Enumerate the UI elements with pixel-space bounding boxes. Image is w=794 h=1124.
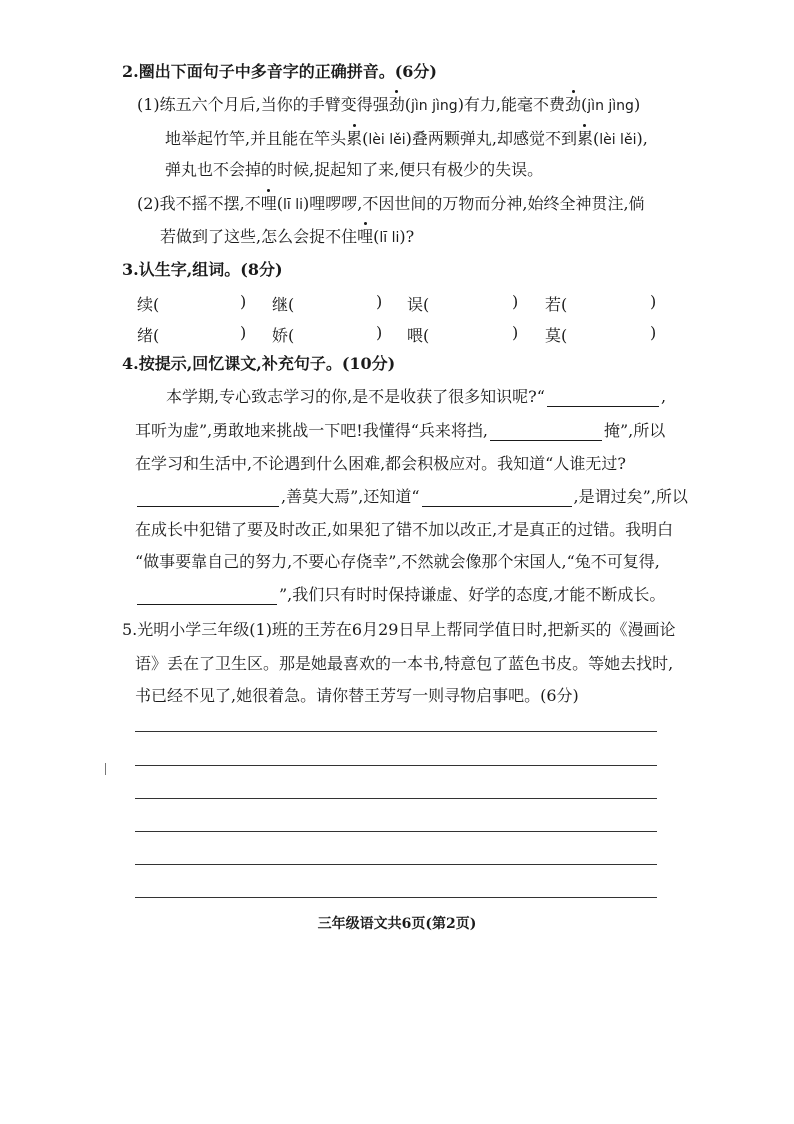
question-3-title: 3.认生字,组词。(8分) — [122, 260, 283, 279]
question-5-line1: 5.光明小学三年级(1)班的王芳在6月29日早上帮同学值日时,把新买的《漫画论 — [122, 620, 676, 639]
question-2-part2-line1: (2)我不摇不摆,不哩(lī li)哩啰啰,不因世间的万物而分神,始终全神贯注,倘 — [137, 194, 645, 213]
polyphone-char: 累 — [346, 129, 363, 148]
pinyin-options[interactable]: lèi lěi — [368, 132, 406, 148]
answer-line[interactable] — [135, 765, 657, 766]
answer-line[interactable] — [135, 897, 657, 898]
answer-line[interactable] — [135, 864, 657, 865]
word-row-2 — [0, 323, 794, 345]
polyphone-char: 累 — [576, 129, 593, 148]
question-2-part1-line2: 地举起竹竿,并且能在竿头累(lèi lěi)叠两颗弹丸,却感觉不到累(lèi lěi), — [165, 129, 648, 148]
question-5-line3: 书已经不见了,她很着急。请你替王芳写一则寻物启事吧。(6分) — [135, 686, 579, 705]
polyphone-char: 劲 — [565, 95, 582, 114]
question-2-part2-line2: 若做到了这些,怎么会捉不住哩(lī li)? — [160, 227, 415, 246]
question-4-line2: 耳听为虚”,勇敢地来挑战一下吧!我懂得“兵来将挡, 掩”,所以 — [135, 421, 666, 440]
word-row-1 — [0, 292, 794, 314]
fill-blank[interactable] — [137, 490, 279, 507]
pinyin-options[interactable]: lī li — [379, 230, 400, 246]
word-item: 绪( — [137, 326, 160, 345]
word-item: 续( — [137, 295, 160, 314]
word-item: 喂( — [407, 326, 430, 345]
word-blank-end[interactable]: ) — [240, 292, 247, 311]
word-blank-end[interactable]: ) — [376, 292, 383, 311]
answer-line[interactable] — [135, 798, 657, 799]
question-4-line6: “做事要靠自己的努力,不要心存侥幸”,不然就会像那个宋国人,“兔不可复得, — [135, 552, 660, 571]
fill-blank[interactable] — [547, 390, 659, 407]
pinyin-options[interactable]: jìn jìng — [587, 98, 634, 114]
pinyin-options[interactable]: lèi lěi — [599, 132, 637, 148]
word-blank-end[interactable]: ) — [376, 323, 383, 342]
question-2-part1-line1: (1)练五六个月后,当你的手臂变得强劲(jìn jìng)有力,能毫不费劲(jìn jìng) — [137, 95, 641, 114]
question-4-line3: 在学习和生活中,不论遇到什么困难,都会积极应对。我知道“人谁无过? — [135, 454, 626, 473]
fill-blank[interactable] — [490, 424, 602, 441]
word-item: 娇( — [272, 326, 295, 345]
question-4-title: 4.按提示,回忆课文,补充句子。(10分) — [122, 354, 396, 373]
polyphone-char: 哩 — [260, 194, 277, 213]
word-item: 继( — [272, 295, 295, 314]
question-5-line2: 语》丢在了卫生区。那是她最喜欢的一本书,特意包了蓝色书皮。等她去找时, — [135, 654, 674, 673]
word-blank-end[interactable]: ) — [650, 323, 657, 342]
polyphone-char: 哩 — [357, 227, 374, 246]
scan-mark — [105, 763, 106, 775]
pinyin-options[interactable]: jìn jìng — [411, 98, 458, 114]
polyphone-char: 劲 — [388, 95, 405, 114]
question-2-title: 2.圈出下面句子中多音字的正确拼音。(6分) — [122, 62, 437, 81]
word-blank-end[interactable]: ) — [512, 292, 519, 311]
word-item: 若( — [545, 295, 568, 314]
question-4-line4: ,善莫大焉”,还知道“ ,是谓过矣”,所以 — [135, 487, 688, 507]
fill-blank[interactable] — [137, 588, 277, 605]
question-4-line7: ”,我们只有时时保持谦虚、好学的态度,才能不断成长。 — [135, 585, 665, 605]
answer-line[interactable] — [135, 831, 657, 832]
question-2-part1-line3: 弹丸也不会掉的时候,捉起知了来,便只有极少的失误。 — [165, 160, 544, 179]
question-4-line1: 本学期,专心致志学习的你,是不是收获了很多知识呢?“ , — [166, 387, 667, 406]
answer-line[interactable] — [135, 731, 657, 732]
word-item: 误( — [407, 295, 430, 314]
word-blank-end[interactable]: ) — [512, 323, 519, 342]
word-blank-end[interactable]: ) — [240, 323, 247, 342]
word-item: 莫( — [545, 326, 568, 345]
word-blank-end[interactable]: ) — [650, 292, 657, 311]
question-4-line5: 在成长中犯错了要及时改正,如果犯了错不加以改正,才是真正的过错。我明白 — [135, 520, 674, 539]
pinyin-options[interactable]: lī li — [283, 197, 304, 213]
page-footer: 三年级语文共6页(第2页) — [317, 916, 477, 932]
fill-blank[interactable] — [422, 490, 572, 507]
